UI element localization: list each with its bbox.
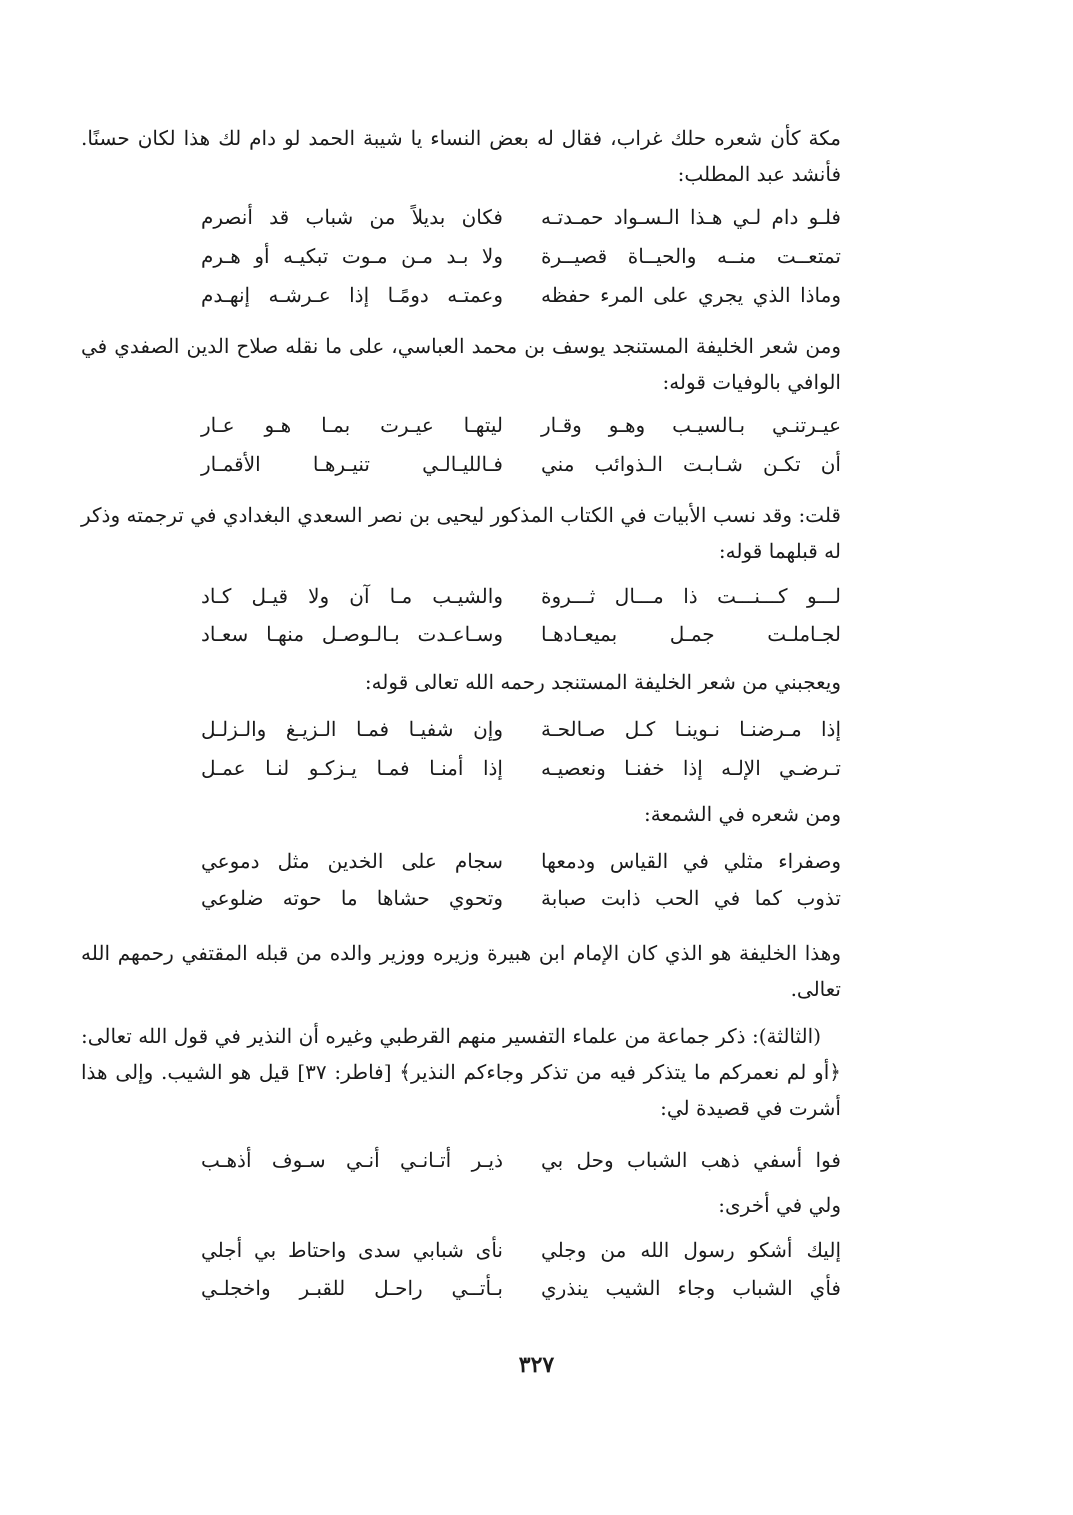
poem2-verse-1 [161,413,841,447]
paragraph-2: ومن شعر الخليفة المستنجد يوسف بن محمد العباسي، على ما نقله صلاح الدين الصفدي في الوافي بالوفيات قوله: [81,334,842,394]
poem6-verse-1 [161,1148,841,1182]
paragraph-6: وهذا الخليفة هو الذي كان الإمام ابن هبيرة وزيره ووزير والده من قبله المقتفي رحمهم الله تعالى. [81,941,841,1001]
poem2-verse-2 [161,452,841,486]
paragraph-4: ويعجبني من شعر الخليفة المستنجد رحمه الله تعالى قوله: [364,670,841,694]
poem3-verse-1-second-hemistich: والشيـب مـا آن ولا قيـل كـاد [201,584,503,608]
poem4-verse-1-first-hemistich: إذا مـرضنـا نـوينـا كـل صـالحـة [541,717,841,741]
poem1-verse-2-second-hemistich: ولا بـد مـن مـوت تبكيـه أو هـرم [201,244,503,268]
poem1-verse-2-first-hemistich: تمتعــت منــه والحيــاة قصيــرة [541,244,841,268]
poem2-verse-2-second-hemistich: فـالليـالـي تنيـرهـا الأقمـار [201,452,503,476]
poem3-verse-2 [161,622,841,656]
poem3-verse-1 [161,584,841,618]
poem7-verse-2-second-hemistich: بـأتــي راحـل للقبـر واخجلـي [201,1276,503,1300]
poem5-verse-1 [161,849,841,883]
poem1-verse-3-second-hemistich: وعمتـه دومًـا إذا عـرشـه إنهـدم [201,283,503,307]
page-number: ٣٢٧ [518,1352,555,1378]
poem1-verse-2 [161,244,841,278]
poem4-verse-2-first-hemistich: تـرضـي الإلـه إذا خفنـا ونعصيـه [541,756,841,780]
paragraph-3: قلت: وقد نسب الأبيات في الكتاب المذكور ليحيى بن نصر السعدي البغدادي في ترجمته وذكر له قبلهما قوله: [81,503,841,563]
poem1-verse-3 [161,283,841,317]
paragraph-7: (الثالثة): ذكر جماعة من علماء التفسير منهم القرطبي وغيره أن النذير في قول الله تعالى: ﴿أو لم نعمركم ما يتذكر فيه من تذكر وجاءكم النذير﴾ [فاطر: ٣٧] قيل هو الشيب. وإلى هذا أشرت في قصيدة لي: [81,1024,841,1120]
poem1-verse-1-first-hemistich: فلـو دام لـي هـذا الـسـواد حمـدتـه [541,205,841,229]
poem2-verse-1-second-hemistich: ليتهـا عيـرت بمـا هـو عـار [201,413,503,437]
poem5-verse-2-second-hemistich: وتحوي حشاها ما حوته ضلوعي [201,886,503,910]
paragraph-5: ومن شعره في الشمعة: [644,802,841,826]
poem7-verse-1-second-hemistich: نأى شبابي سدى واحتاط بي أجلي [201,1238,503,1262]
poem5-verse-2-first-hemistich: تذوب كما في الحب ذابت صبابة [541,886,841,910]
poem2-verse-1-first-hemistich: عيـرتنـي بـالسيـب وهـو وقـار [541,413,841,437]
poem5-verse-1-first-hemistich: وصفراء مثلي في القياس ودمعها [541,849,841,873]
poem3-verse-2-first-hemistich: لجـاملـت جمـل بميعـادهـا [541,622,841,646]
poem2-verse-2-first-hemistich: أن تكـن شـابـت الـذوائب مني [541,452,841,476]
poem4-verse-1-second-hemistich: وإن شفيـا فمـا الـزيـغ والـزلـل [201,717,503,741]
poem6-verse-1-second-hemistich: ذيـر أتـانـي أنـي سـوف أذهـب [201,1148,503,1172]
paragraph-1: مكة كأن شعره حلك غراب، فقال له بعض النساء يا شيبة الحمد لو دام لك هذا لكان حسنًا. فأنشد عبد المطلب: [81,126,841,186]
poem1-verse-1 [161,205,841,239]
poem7-verse-2 [161,1276,841,1310]
poem4-verse-1 [161,717,841,751]
poem4-verse-2-second-hemistich: إذا أمنـا فمـا يـزكـو لنـا عمـل [201,756,503,780]
poem4-verse-2 [161,756,841,790]
paragraph-8: ولي في أخرى: [718,1193,841,1217]
poem5-verse-1-second-hemistich: سجام على الخدين مثل دموعي [201,849,503,873]
poem3-verse-2-second-hemistich: وسـاعـدت بـالـوصـل منهـا سعـاد [201,622,503,646]
poem1-verse-3-first-hemistich: وماذا الذي يجري على المرء حفظه [541,283,841,307]
poem3-verse-1-first-hemistich: لـــو كـــنـــت ذا مـــال ثـــروة [541,584,841,608]
poem7-verse-1 [161,1238,841,1272]
poem6-verse-1-first-hemistich: فوا أسفي ذهب الشباب وحل بي [541,1148,841,1172]
poem7-verse-1-first-hemistich: إليك أشكو رسول الله من وجلي [541,1238,841,1262]
poem1-verse-1-second-hemistich: فكان بديلاً من شباب قد أنصرم [201,205,503,229]
poem5-verse-2 [161,886,841,920]
poem7-verse-2-first-hemistich: فأي الشباب وجاء الشيب ينذري [541,1276,841,1300]
